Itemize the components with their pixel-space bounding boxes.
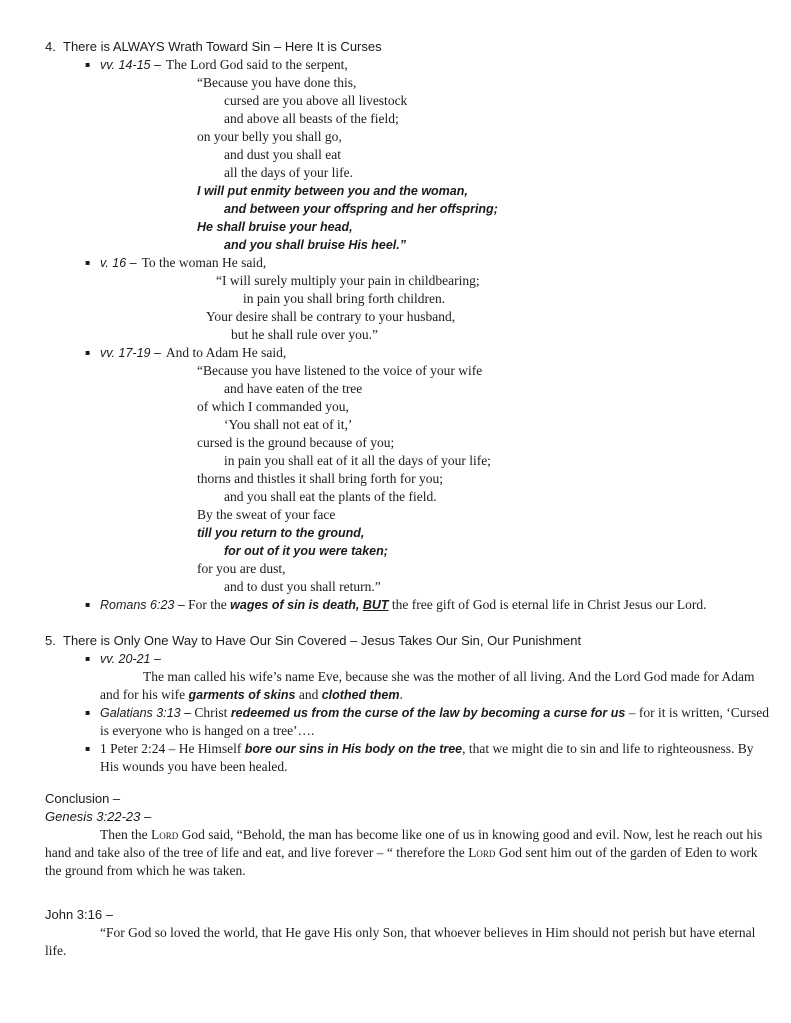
bullet-icon — [85, 596, 100, 616]
conclusion-label: Conclusion – — [45, 791, 121, 806]
verse-paragraph — [100, 668, 769, 704]
bullet-icon — [85, 254, 100, 344]
verse-text: . — [399, 687, 403, 702]
scripture-emphasis: wages of sin is death, — [230, 598, 363, 612]
verse-text: The man called his wife’s name Eve, because she was the mother of all living. And the Lord God made for Adam and for his wife — [100, 669, 755, 702]
section-5-heading — [45, 632, 769, 650]
bullet-body — [100, 254, 769, 344]
bullet-body — [100, 740, 769, 776]
bullet-item-v16 — [45, 254, 769, 344]
bullet-item-vv14-15 — [45, 56, 769, 254]
verse-text: , that we might die to sin and life to righteousness. By His wounds you have been healed. — [100, 741, 754, 774]
verse-text: For the — [184, 597, 231, 612]
scripture-emphasis: redeemed us from the curse of the law by becoming a curse for us — [230, 706, 626, 720]
quote-line: on your belly you shall go, — [197, 129, 342, 144]
quote-line: and above all beasts of the field; — [224, 111, 399, 126]
section-title: There is ALWAYS Wrath Toward Sin – Here It is Curses — [63, 39, 382, 54]
section-title: There is Only One Way to Have Our Sin Covered – Jesus Takes Our Sin, Our Punishment — [63, 633, 582, 648]
quote-line-emphasis: and between your offspring and her offspring; — [224, 202, 498, 216]
quote-line-emphasis: He shall bruise your head, — [197, 220, 353, 234]
verse-line — [100, 254, 769, 272]
quote-line: By the sweat of your face — [197, 507, 336, 522]
section-5 — [45, 632, 769, 776]
section-4 — [45, 38, 769, 616]
verse-lead: To the woman He said, — [141, 255, 267, 270]
verse-lead: And to Adam He said, — [165, 345, 287, 360]
verse-ref-john-3-16: John 3:16 – — [45, 907, 113, 922]
verse-line — [100, 650, 769, 668]
bullet-body — [100, 704, 769, 740]
verse-line — [100, 56, 769, 74]
quote-line: thorns and thistles it shall bring forth for you; — [197, 471, 443, 486]
quote-line: for you are dust, — [197, 561, 286, 576]
quote-line-emphasis: for out of it you were taken; — [224, 544, 388, 558]
verse-ref: v. 16 – — [100, 256, 137, 270]
john-3-16-section — [45, 906, 769, 960]
bullet-item-romans-6-23 — [45, 596, 769, 616]
verse-lead: The Lord God said to the serpent, — [165, 57, 348, 72]
verse-text: the free gift of God is eternal life in Christ Jesus our Lord. — [388, 597, 707, 612]
verse-text: – for it is written, ‘Cursed is everyone who is hanged on a tree’…. — [100, 705, 769, 738]
quote-line: and you shall eat the plants of the field. — [224, 489, 437, 504]
verse-ref: 1 Peter 2:24 – — [100, 741, 176, 756]
scripture-emphasis-underlined: BUT — [362, 598, 389, 612]
verse-ref: vv. 20-21 – — [100, 652, 161, 666]
quote-line: “I will surely multiply your pain in childbearing; — [216, 273, 480, 288]
quote-line: but he shall rule over you.” — [231, 327, 378, 342]
quote-line: in pain you shall bring forth children. — [243, 291, 446, 306]
quote-line: and have eaten of the tree — [224, 381, 363, 396]
verse-text: Then the — [100, 827, 151, 842]
verse-text: God sent him out of the garden of Eden to work the ground from which he was taken. — [45, 845, 758, 878]
quote-line: and dust you shall eat — [224, 147, 341, 162]
bullet-item-vv17-19 — [45, 344, 769, 596]
quote-line: “Because you have done this, — [197, 75, 357, 90]
quote-line: “Because you have listened to the voice of your wife — [197, 363, 483, 378]
verse-text: He Himself — [175, 741, 245, 756]
conclusion-paragraph — [45, 826, 769, 880]
verse-ref: vv. 14-15 – — [100, 58, 161, 72]
verse-ref: Galatians 3:13 – — [100, 706, 192, 720]
quote-line-emphasis: I will put enmity between you and the woman, — [197, 184, 468, 198]
verse-text: Christ — [191, 705, 231, 720]
bullet-icon — [85, 704, 100, 740]
bullet-icon — [85, 56, 100, 254]
scripture-emphasis: clothed them — [321, 688, 400, 702]
lord-smallcaps: Lord — [468, 845, 496, 860]
section-number: 5. — [45, 633, 56, 648]
bullet-icon — [85, 344, 100, 596]
quote-line: cursed is the ground because of you; — [197, 435, 395, 450]
bullet-body — [100, 56, 769, 254]
bullet-icon — [85, 740, 100, 776]
lord-smallcaps: Lord — [150, 827, 179, 842]
quote-line: and to dust you shall return.” — [224, 579, 381, 594]
bullet-item-1-peter-2-24 — [45, 740, 769, 776]
verse-ref: Romans 6:23 – — [100, 598, 185, 612]
verse-text: and — [295, 687, 322, 702]
quote-line-emphasis: and you shall bruise His heel.” — [224, 238, 406, 252]
verse-ref: vv. 17-19 – — [100, 346, 161, 360]
quote-line: of which I commanded you, — [197, 399, 349, 414]
section-4-heading — [45, 38, 769, 56]
quote-line: in pain you shall eat of it all the days of your life; — [224, 453, 491, 468]
verse-line — [100, 344, 769, 362]
verse-text: God said, “Behold, the man has become like one of us in knowing good and evil. Now, lest he reach out his hand and take also of the tree of life and eat, and live forever – “ therefore the — [45, 827, 763, 860]
quote-line: Your desire shall be contrary to your husband, — [206, 309, 456, 324]
quote-line: cursed are you above all livestock — [224, 93, 408, 108]
bullet-body — [100, 596, 769, 616]
document-page — [45, 38, 769, 960]
conclusion-section — [45, 790, 769, 880]
bullet-icon — [85, 650, 100, 704]
quote-line: all the days of your life. — [224, 165, 353, 180]
quote-line: ‘You shall not eat of it,’ — [224, 417, 353, 432]
bullet-item-galatians-3-13 — [45, 704, 769, 740]
quote-line-emphasis: till you return to the ground, — [197, 526, 365, 540]
bullet-body — [100, 650, 769, 704]
verse-ref-genesis-3-22-23: Genesis 3:22-23 – — [45, 809, 152, 824]
bullet-item-vv20-21 — [45, 650, 769, 704]
scripture-emphasis: bore our sins in His body on the tree — [244, 742, 463, 756]
section-number: 4. — [45, 39, 56, 54]
scripture-emphasis: garments of skins — [188, 688, 296, 702]
john-paragraph: “For God so loved the world, that He gave His only Son, that whoever believes in Him should not perish but have eternal life. — [45, 925, 756, 958]
bullet-body — [100, 344, 769, 596]
